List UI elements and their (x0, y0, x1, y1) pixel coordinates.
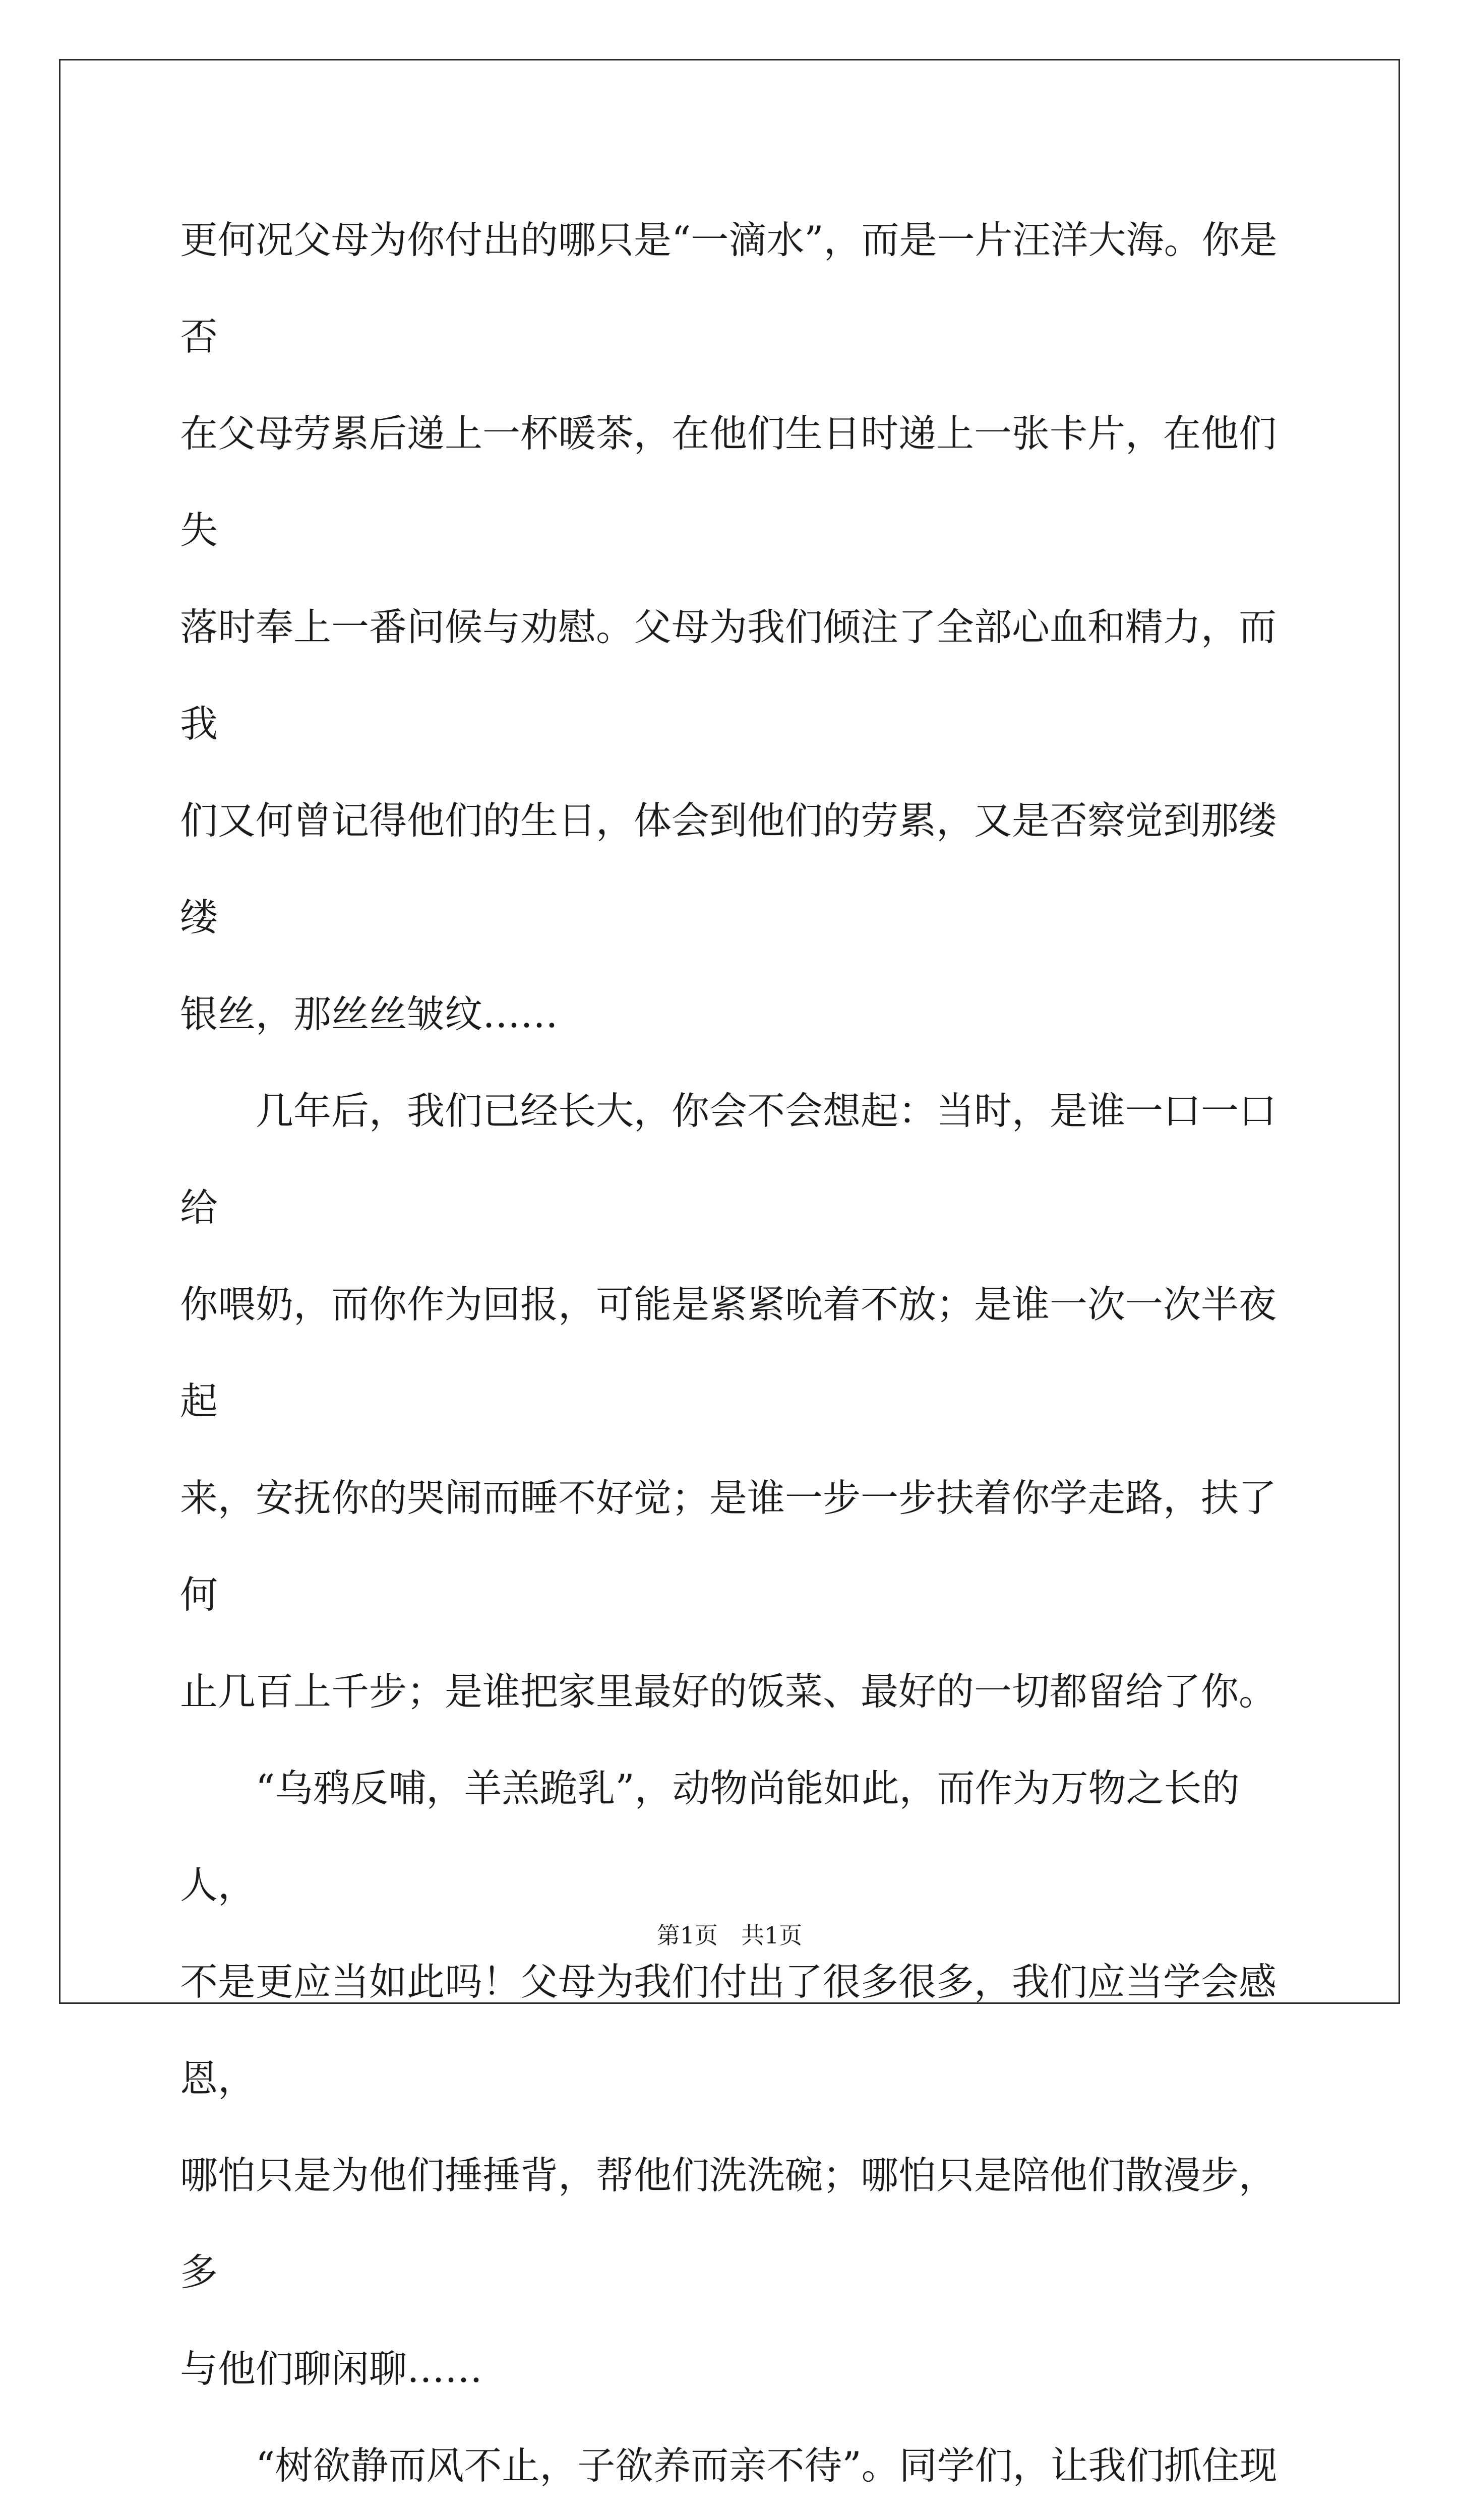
text-line-14: “树欲静而风不止，子欲养而亲不待”。同学们，让我们抓住现 (256, 2443, 1278, 2488)
document-body (180, 192, 1289, 2520)
text-line-11: 不是更应当如此吗！父母为我们付出了很多很多，我们应当学会感恩， (180, 1960, 1277, 2101)
text-line-8: 来，安抚你的哭闹而睡不好觉；是谁一步一步扶着你学走路，扶了何 (180, 1476, 1277, 1617)
text-line-5: 银丝，那丝丝皱纹…… (180, 992, 559, 1036)
text-line-4: 们又何曾记得他们的生日，体会到他们的劳累，又是否察觉到那缕缕 (180, 798, 1277, 939)
text-line-1: 更何况父母为你付出的哪只是“一滴水”，而是一片汪洋大海。你是否 (180, 218, 1278, 359)
text-line-7: 你喂奶，而你作为回报，可能是紧紧吮着不放；是谁一次一次半夜起 (180, 1282, 1277, 1423)
text-line-9: 止几百上千步；是谁把家里最好的饭菜、最好的一切都留给了你。 (180, 1669, 1277, 1714)
text-line-2: 在父母劳累后递上一杯暖茶，在他们生日时递上一张卡片，在他们失 (180, 411, 1277, 552)
text-line-10: “乌鸦反哺，羊羔跪乳”，动物尚能如此，而作为万物之长的人， (180, 1766, 1240, 1907)
page-footer: 第1页 共1页 (656, 1922, 803, 1949)
text-line-3: 落时奉上一番问候与劝慰。父母为我们倾注了全部心血和精力，而我 (180, 605, 1277, 746)
text-line-6: 几年后，我们已经长大，你会不会想起：当时，是谁一口一口给 (180, 1089, 1277, 1230)
text-line-13: 与他们聊闲聊…… (180, 2347, 483, 2391)
text-line-12: 哪怕只是为他们捶捶背，帮他们洗洗碗；哪怕只是陪他们散漫步，多 (180, 2153, 1277, 2294)
